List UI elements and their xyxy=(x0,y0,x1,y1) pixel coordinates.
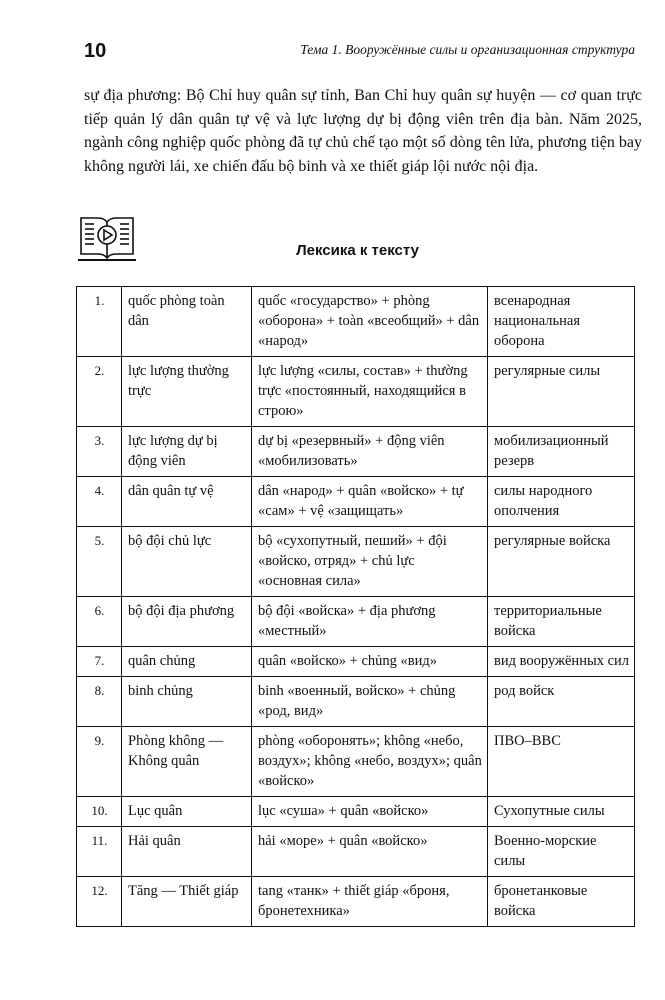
vocab-term: dân quân tự vệ xyxy=(122,477,252,527)
vocab-term: Tăng — Thiết giáp xyxy=(122,877,252,927)
vocab-etymology: phòng «оборонять»; không «небо, воздух»; không «небо, воздух»; quân «войско» xyxy=(252,727,488,797)
vocab-translation: бронетанковые войска xyxy=(488,877,635,927)
vocab-number: 4. xyxy=(77,477,122,527)
vocab-etymology: bộ «сухопутный, пеший» + đội «войско, отряд» + chủ lực «основная сила» xyxy=(252,527,488,597)
vocab-term: Lục quân xyxy=(122,797,252,827)
vocab-etymology: lực lượng «силы, состав» + thường trực «постоянный, находящийся в строю» xyxy=(252,357,488,427)
vocab-translation: вид вооружённых сил xyxy=(488,647,635,677)
vocab-term: quốc phòng toàn dân xyxy=(122,287,252,357)
vocab-translation: ПВО–ВВС xyxy=(488,727,635,797)
vocab-etymology: dự bị «резервный» + động viên «мобилизовать» xyxy=(252,427,488,477)
vocab-etymology: binh «военный, войско» + chủng «род, вид» xyxy=(252,677,488,727)
vocab-translation: регулярные войска xyxy=(488,527,635,597)
vocab-number: 3. xyxy=(77,427,122,477)
vocab-term: lực lượng dự bị động viên xyxy=(122,427,252,477)
table-row xyxy=(77,357,635,427)
table-row xyxy=(77,677,635,727)
vocab-term: bộ đội chủ lực xyxy=(122,527,252,597)
vocab-number: 8. xyxy=(77,677,122,727)
body-paragraph: sự địa phương: Bộ Chỉ huy quân sự tỉnh, Ban Chỉ huy quân sự huyện — cơ quan trực tiếp quản lý dân quân tự vệ và lực lượng dự bị động viên trên địa bàn. Năm 2025, ngành công nghiệp quốc phòng đã tự chủ chế tạo một số dòng tên lửa, phương tiện bay không người lái, xe chiến đấu bộ binh và xe thiết giáp lội nước nội địa. xyxy=(84,87,642,175)
table-row xyxy=(77,427,635,477)
table-row xyxy=(77,877,635,927)
vocab-number: 1. xyxy=(77,287,122,357)
vocab-etymology: quân «войско» + chủng «вид» xyxy=(252,647,488,677)
vocab-translation: род войск xyxy=(488,677,635,727)
vocab-number: 12. xyxy=(77,877,122,927)
table-row xyxy=(77,597,635,647)
vocab-translation: территориальные войска xyxy=(488,597,635,647)
page-number: 10 xyxy=(84,40,107,62)
vocab-number: 11. xyxy=(77,827,122,877)
vocab-translation: Сухопутные силы xyxy=(488,797,635,827)
vocab-translation: мобилизационный резерв xyxy=(488,427,635,477)
table-row xyxy=(77,827,635,877)
vocab-term: binh chủng xyxy=(122,677,252,727)
vocab-number: 10. xyxy=(77,797,122,827)
section-title: Лексика к тексту xyxy=(296,242,419,259)
vocab-term: quân chủng xyxy=(122,647,252,677)
vocab-number: 6. xyxy=(77,597,122,647)
vocab-translation: регулярные силы xyxy=(488,357,635,427)
vocab-number: 7. xyxy=(77,647,122,677)
table-row xyxy=(77,727,635,797)
vocab-term: Phòng không — Không quân xyxy=(122,727,252,797)
vocab-term: Hải quân xyxy=(122,827,252,877)
running-head: Тема 1. Вооружённые силы и организационная структура xyxy=(300,42,635,57)
vocab-translation: силы народного ополчения xyxy=(488,477,635,527)
vocab-number: 9. xyxy=(77,727,122,797)
table-row xyxy=(77,287,635,357)
table-row xyxy=(77,527,635,597)
vocab-term: bộ đội địa phương xyxy=(122,597,252,647)
vocab-number: 2. xyxy=(77,357,122,427)
vocab-term: lực lượng thường trực xyxy=(122,357,252,427)
vocab-number: 5. xyxy=(77,527,122,597)
vocab-etymology: dân «народ» + quân «войско» + tự «сам» + vệ «защищать» xyxy=(252,477,488,527)
vocab-etymology: lục «суша» + quân «войско» xyxy=(252,797,488,827)
vocab-etymology: hải «море» + quân «войско» xyxy=(252,827,488,877)
vocab-etymology: bộ đội «войска» + địa phương «местный» xyxy=(252,597,488,647)
vocab-translation: всенародная национальная оборона xyxy=(488,287,635,357)
vocab-translation: Военно-морские силы xyxy=(488,827,635,877)
table-row xyxy=(77,797,635,827)
vocabulary-table xyxy=(76,286,635,927)
table-row xyxy=(77,477,635,527)
vocab-etymology: tang «танк» + thiết giáp «броня, бронетехника» xyxy=(252,877,488,927)
table-row xyxy=(77,647,635,677)
vocab-etymology: quốc «государство» + phòng «оборона» + toàn «всеобщий» + dân «народ» xyxy=(252,287,488,357)
